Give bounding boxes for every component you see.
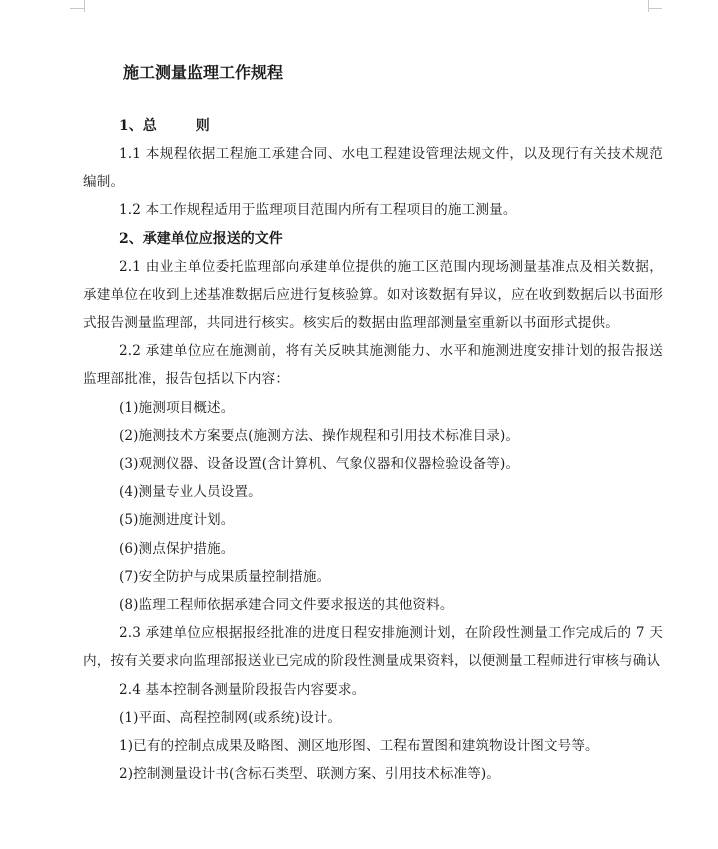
paragraph-2-1: 2.1 由业主单位委托监理部向承建单位提供的施工区范围内现场测量基准点及相关数据，承建单位在收到上述基准数据后应进行复核验算。如对该数据有异议，应在收到数据后以书面形式报告测量监理部，共同进行核实。核实后的数据由监理部测量室重新以书面形式提供。 — [83, 258, 663, 332]
crop-mark — [648, 8, 662, 9]
paragraph-2-2: 2.2 承建单位应在施测前，将有关反映其施测能力、水平和施测进度安排计划的报告报送监理部批准，报告包括以下内容： — [83, 343, 663, 388]
crop-mark — [648, 0, 649, 12]
paragraph-1-2: 1.2 本工作规程适用于监理项目范围内所有工程项目的施工测量。 — [119, 202, 517, 219]
document-title: 施工测量监理工作规程 — [123, 63, 284, 82]
crop-mark — [70, 8, 84, 9]
document-body — [83, 58, 663, 788]
list-item: (1)施测项目概述。 — [119, 399, 235, 416]
section-heading-documents: 2、承建单位应报送的文件 — [119, 230, 283, 247]
paragraph-2-3: 2.3 承建单位应根据报经批准的进度日程安排施测计划，在阶段性测量工作完成后的 7 天内，按有关要求向监理部报送业已完成的阶段性测量成果资料，以便测量工程师进行审核与确认 — [83, 625, 663, 670]
list-item: (7)安全防护与成果质量控制措施。 — [119, 568, 331, 585]
list-item: 2)控制测量设计书(含标石类型、联测方案、引用技术标准等)。 — [119, 766, 500, 783]
list-item: (8)监理工程师依据承建合同文件要求报送的其他资料。 — [119, 597, 454, 614]
paragraph-2-4: 2.4 基本控制各测量阶段报告内容要求。 — [119, 681, 366, 698]
list-item: (2)施测技术方案要点(施测方法、操作规程和引用技术标准目录)。 — [119, 427, 520, 444]
list-item: (6)测点保护措施。 — [119, 540, 235, 557]
paragraph-1-1: 1.1 本规程依据工程施工承建合同、水电工程建设管理法规文件，以及现行有关技术规范编制。 — [83, 146, 663, 191]
list-item: (4)测量专业人员设置。 — [119, 484, 262, 501]
list-item: (3)观测仪器、设备设置(含计算机、气象仪器和仪器检验设备等)。 — [119, 456, 520, 473]
list-item: 1)已有的控制点成果及略图、测区地形图、工程布置图和建筑物设计图文号等。 — [119, 738, 599, 755]
section-heading-general: 1、总 则 — [119, 118, 210, 134]
list-item: (1)平面、高程控制网(或系统)设计。 — [119, 709, 342, 726]
crop-mark — [84, 0, 85, 12]
list-item: (5)施测进度计划。 — [119, 512, 235, 529]
